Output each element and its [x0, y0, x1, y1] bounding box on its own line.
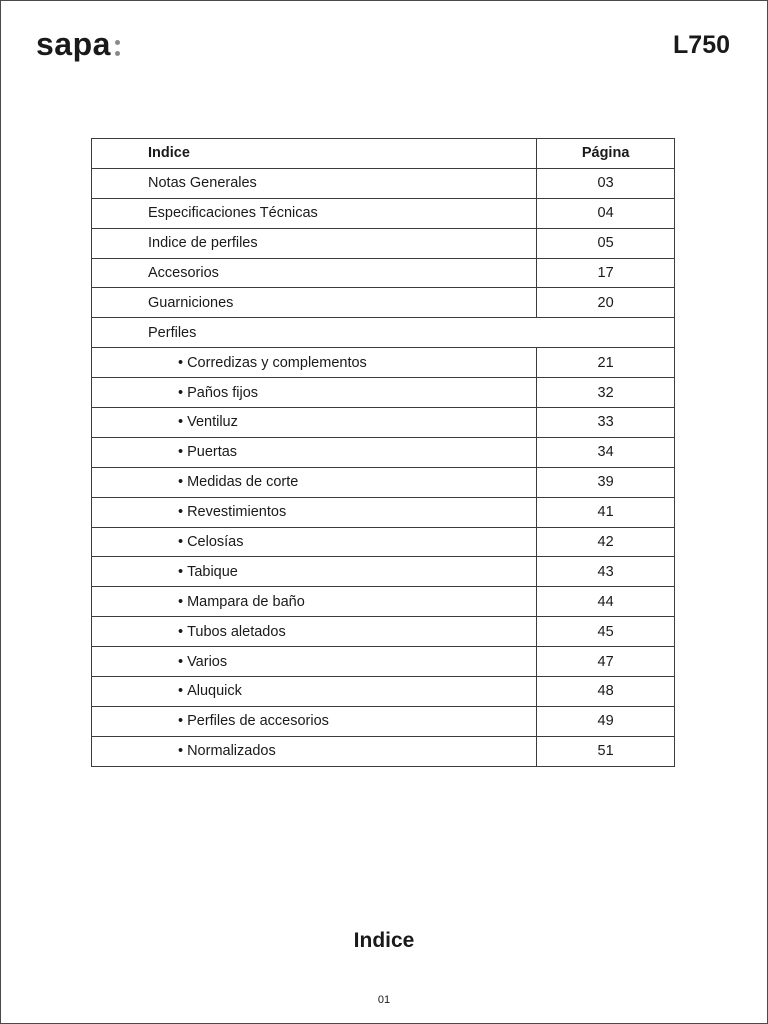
index-row: [92, 288, 675, 318]
entry-page-number: 32: [537, 378, 675, 408]
index-subrow: [92, 497, 675, 527]
entry-page-number: 39: [537, 467, 675, 497]
entry-label-text: Mampara de baño: [187, 593, 305, 610]
bullet-glyph: •: [178, 504, 184, 521]
entry-label: Accesorios: [92, 258, 537, 288]
entry-label-text: Perfiles de accesorios: [187, 713, 329, 730]
bullet-glyph: •: [178, 354, 184, 371]
logo-text: sapa: [36, 26, 111, 62]
index-subrow: [92, 736, 675, 766]
entry-label-text: Medidas de corte: [187, 474, 299, 491]
index-row: [92, 198, 675, 228]
entry-label: Guarniciones: [92, 288, 537, 318]
entry-label-text: Celosías: [187, 534, 244, 551]
entry-label-text: Paños fijos: [187, 384, 259, 401]
index-subrow: [92, 437, 675, 467]
entry-label: [92, 408, 537, 438]
bullet-glyph: •: [178, 593, 184, 610]
entry-label-text: Ventiluz: [187, 414, 238, 431]
bullet-glyph: •: [178, 474, 184, 491]
entry-label: [92, 617, 537, 647]
entry-label-text: Tubos aletados: [187, 623, 286, 640]
index-subrow: [92, 706, 675, 736]
entry-label: Notas Generales: [92, 168, 537, 198]
entry-page-number: 43: [537, 557, 675, 587]
index-subrow: [92, 557, 675, 587]
page-heading: Indice: [353, 929, 415, 952]
index-subrow: [92, 677, 675, 707]
index-table: [91, 138, 675, 767]
header-label: Indice: [92, 139, 537, 169]
entry-page-number: 04: [537, 198, 675, 228]
entry-label: [92, 467, 537, 497]
index-subrow: [92, 467, 675, 497]
entry-page-number: 44: [537, 587, 675, 617]
bullet-glyph: •: [178, 444, 184, 461]
entry-page-number: 41: [537, 497, 675, 527]
entry-page-number: 05: [537, 228, 675, 258]
entry-page-number: 51: [537, 736, 675, 766]
entry-label: [92, 497, 537, 527]
index-subrow: [92, 527, 675, 557]
section-row-perfiles: [92, 318, 675, 348]
entry-page-number: 34: [537, 437, 675, 467]
product-code: L750: [673, 31, 730, 59]
entry-page-number: 17: [537, 258, 675, 288]
index-row: [92, 258, 675, 288]
header-page: Página: [537, 139, 675, 169]
bullet-glyph: •: [178, 653, 184, 670]
table-header-row: [92, 139, 675, 169]
logo-colon-mark: [114, 26, 122, 62]
entry-label: [92, 348, 537, 378]
entry-label-text: Tabique: [187, 563, 238, 580]
bullet-glyph: •: [178, 534, 184, 551]
entry-page-number: 33: [537, 408, 675, 438]
bullet-glyph: •: [178, 384, 184, 401]
entry-label-text: Revestimientos: [187, 504, 287, 521]
page-number: 01: [377, 994, 391, 1006]
entry-label-text: Puertas: [187, 444, 238, 461]
entry-page-number: 42: [537, 527, 675, 557]
entry-label: [92, 587, 537, 617]
entry-label: [92, 647, 537, 677]
bullet-glyph: •: [178, 743, 184, 760]
entry-label: [92, 437, 537, 467]
bullet-glyph: •: [178, 414, 184, 431]
entry-label: [92, 378, 537, 408]
entry-label: [92, 557, 537, 587]
index-subrow: [92, 408, 675, 438]
section-label: Perfiles: [92, 318, 675, 348]
entry-page-number: 20: [537, 288, 675, 318]
entry-page-number: 48: [537, 677, 675, 707]
entry-label-text: Normalizados: [187, 743, 276, 760]
index-subrow: [92, 587, 675, 617]
entry-label-text: Corredizas y complementos: [187, 354, 367, 371]
index-subrow: [92, 378, 675, 408]
entry-label: Indice de perfiles: [92, 228, 537, 258]
entry-label: [92, 736, 537, 766]
index-row: [92, 228, 675, 258]
entry-label-text: Varios: [187, 653, 228, 670]
index-subrow: [92, 617, 675, 647]
bullet-glyph: •: [178, 713, 184, 730]
entry-label-text: Aluquick: [187, 683, 242, 700]
entry-page-number: 45: [537, 617, 675, 647]
entry-page-number: 49: [537, 706, 675, 736]
bullet-glyph: •: [178, 623, 184, 640]
entry-page-number: 47: [537, 647, 675, 677]
entry-label: [92, 706, 537, 736]
entry-page-number: 03: [537, 168, 675, 198]
entry-page-number: 21: [537, 348, 675, 378]
index-row: [92, 168, 675, 198]
index-subrow: [92, 348, 675, 378]
bullet-glyph: •: [178, 683, 184, 700]
entry-label: Especificaciones Técnicas: [92, 198, 537, 228]
sapa-logo: [36, 26, 122, 62]
entry-label: [92, 527, 537, 557]
bullet-glyph: •: [178, 563, 184, 580]
entry-label: [92, 677, 537, 707]
index-subrow: [92, 647, 675, 677]
